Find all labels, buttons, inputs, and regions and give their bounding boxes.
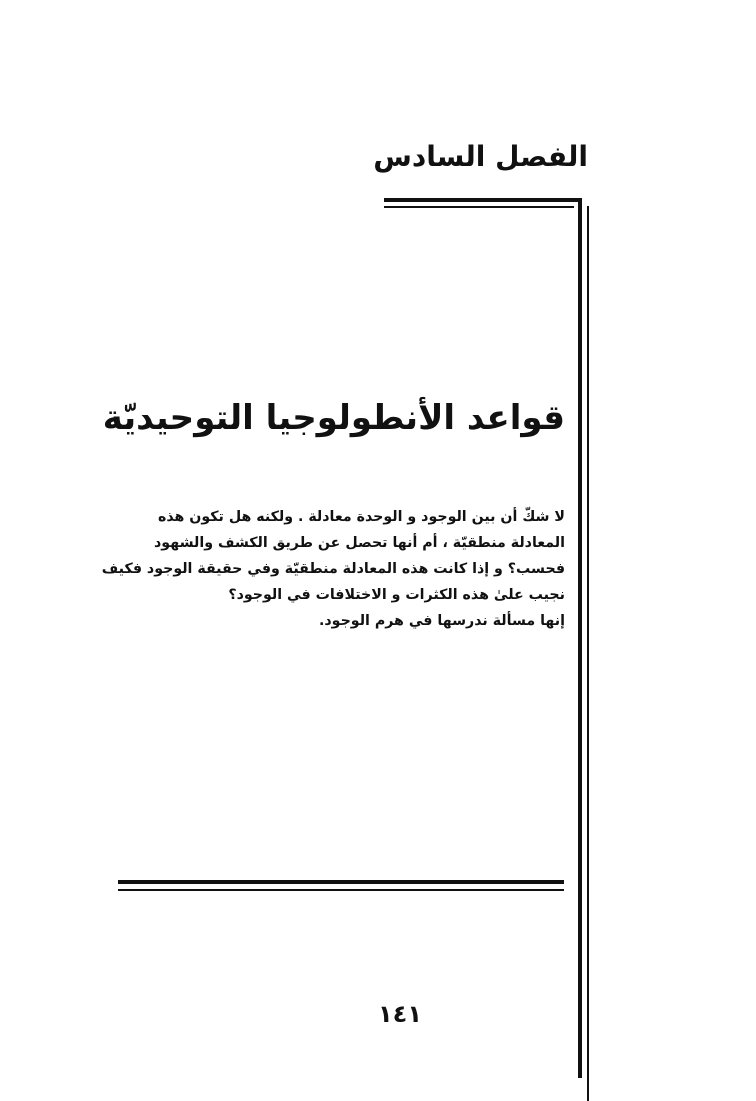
frame-top-rule xyxy=(384,198,582,202)
body-line: فحسب؟ و إذا كانت هذه المعادلة منطقيّة وفي حقيقة الوجود فكيف xyxy=(101,561,565,577)
body-paragraph xyxy=(101,504,565,634)
frame-side-rule xyxy=(578,198,582,1078)
body-line: نجيب علىٰ هذه الكثرات و الاختلافات في الوجود؟ xyxy=(228,587,565,603)
body-line: المعادلة منطقيّة ، أم أنها تحصل عن طريق الكشف والشهود xyxy=(154,535,565,551)
frame-side-rule-thin xyxy=(587,206,589,1101)
bottom-divider xyxy=(118,880,564,884)
page-number: ١٤١ xyxy=(378,1000,422,1028)
body-line: إنها مسألة ندرسها في هرم الوجود. xyxy=(319,613,565,629)
frame-top-rule-thin xyxy=(384,206,574,208)
bottom-divider-thin xyxy=(118,889,564,891)
body-line: لا شكّ أن بين الوجود و الوحدة معادلة . ولكنه هل تكون هذه xyxy=(157,509,565,525)
chapter-heading: الفصل السادس xyxy=(373,140,588,173)
section-title: قواعد الأنطولوجيا التوحيديّة xyxy=(102,398,565,438)
